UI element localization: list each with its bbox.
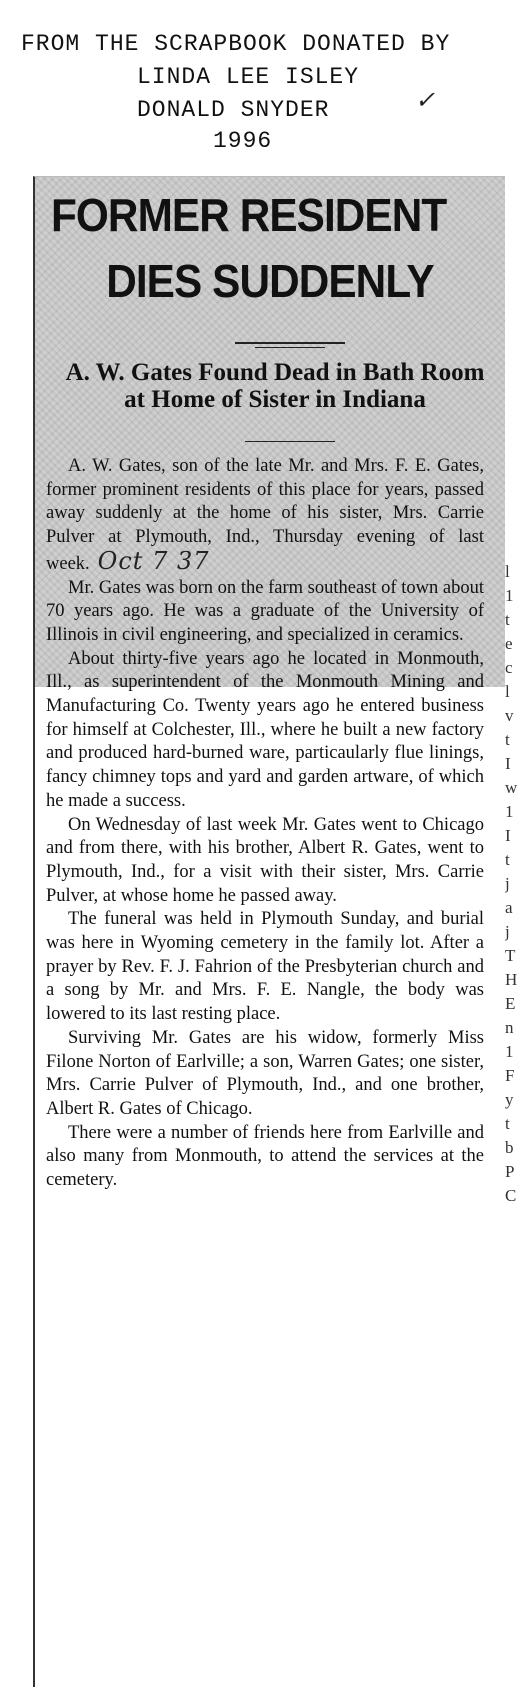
headline — [51, 189, 465, 307]
subhead-divider — [245, 441, 335, 442]
headline-divider-short — [255, 347, 325, 348]
adjacent-column-char: c — [505, 658, 513, 677]
article-paragraph: A. W. Gates, son of the late Mr. and Mrs. F. E. Gates, former prominent residents of this place for years, passed away suddenly at the home of his sister, Mrs. Carrie Pulver at Plymouth, Ind., Thursday evening of last week. Oct 7 37 — [46, 456, 484, 575]
donation-line-1: FROM THE SCRAPBOOK DONATED BY — [21, 31, 451, 57]
adjacent-column-char: P — [505, 1162, 515, 1181]
handwritten-date: Oct 7 37 — [97, 546, 210, 575]
article-paragraph: Surviving Mr. Gates are his widow, formerly Miss Filone Norton of Earlville; a son, Warren Gates; one sister, Mrs. Carrie Pulver of Plymouth, Ind., and one brother, Albert R. Gates of Chicago. — [46, 1027, 484, 1119]
adjacent-column-char: n — [505, 1018, 514, 1037]
headline-divider — [235, 342, 345, 344]
adjacent-column-char: 1 — [505, 802, 514, 821]
adjacent-column-char: e — [505, 634, 513, 653]
adjacent-column-char: T — [505, 946, 516, 965]
headline-line-1: FORMER RESIDENT — [51, 189, 447, 241]
adjacent-column-char: t — [505, 610, 510, 629]
adjacent-column-char: H — [505, 970, 518, 989]
donor-name-1: LINDA LEE ISLEY — [137, 64, 360, 90]
adjacent-column-char: j — [505, 922, 510, 941]
adjacent-column-char: l — [505, 682, 510, 701]
adjacent-column-char: C — [505, 1186, 517, 1205]
donor-name-2: DONALD SNYDER — [137, 97, 330, 123]
article-paragraph: The funeral was held in Plymouth Sunday, and burial was here in Wyoming cemetery in the family lot. After a prayer by Rev. F. J. Fahrion of the Presbyterian church and a song by Mr. and Mrs. F. E. Nangle, the body was lowered to its last resting place. — [46, 909, 484, 1025]
article-body — [46, 455, 484, 1193]
adjacent-column-char: t — [505, 1114, 510, 1133]
adjacent-column-char: I — [505, 826, 511, 845]
adjacent-column-char: I — [505, 754, 511, 773]
adjacent-column-char: E — [505, 994, 516, 1013]
adjacent-column-char: w — [505, 778, 518, 797]
article-paragraph: There were a number of friends here from Earlville and also many from Monmouth, to attend the services at the cemetery. — [46, 1122, 484, 1191]
adjacent-column-char: b — [505, 1138, 514, 1157]
adjacent-column-char: 1 — [505, 1042, 514, 1061]
adjacent-column-char: t — [505, 850, 510, 869]
adjacent-column-char: y — [505, 1090, 514, 1109]
newspaper-clipping — [33, 176, 505, 1687]
article-paragraph: On Wednesday of last week Mr. Gates went to Chicago and from there, with his brother, Albert R. Gates, went to Plymouth, Ind., for a visit with their sister, Mrs. Carrie Pulver, at whose home he passed away. — [46, 814, 484, 906]
adjacent-column-char: l — [505, 562, 510, 581]
adjacent-column-char: F — [505, 1066, 515, 1085]
adjacent-column-char: v — [505, 706, 514, 725]
subheadline: A. W. Gates Found Dead in Bath Room at Home of Sister in Indiana — [65, 359, 485, 413]
adjacent-column-char: t — [505, 730, 510, 749]
headline-line-2: DIES SUDDENLY — [106, 255, 434, 307]
article-paragraph: Mr. Gates was born on the farm southeast of town about 70 years ago. He was a graduate of the University of Illinois in civil engineering, and specialized in ceramics. — [46, 577, 484, 645]
adjacent-column-char: j — [505, 874, 510, 893]
article-paragraph: About thirty-five years ago he located in Monmouth, Ill., as superintendent of the Monmouth Mining and Manufacturing Co. Twenty years ago he entered business for himself at Colchester, Ill., where he built a new factory and produced hard-burned ware, particaularly flue linings, fancy chimney tops and yard and garden artware, of which he made a success. — [46, 648, 484, 811]
adjacent-column-char: a — [505, 898, 513, 917]
donation-year: 1996 — [213, 128, 273, 154]
adjacent-column-char: 1 — [505, 586, 514, 605]
handwritten-checkmark: ✓ — [415, 86, 436, 114]
adjacent-column-fragment — [505, 560, 524, 1208]
